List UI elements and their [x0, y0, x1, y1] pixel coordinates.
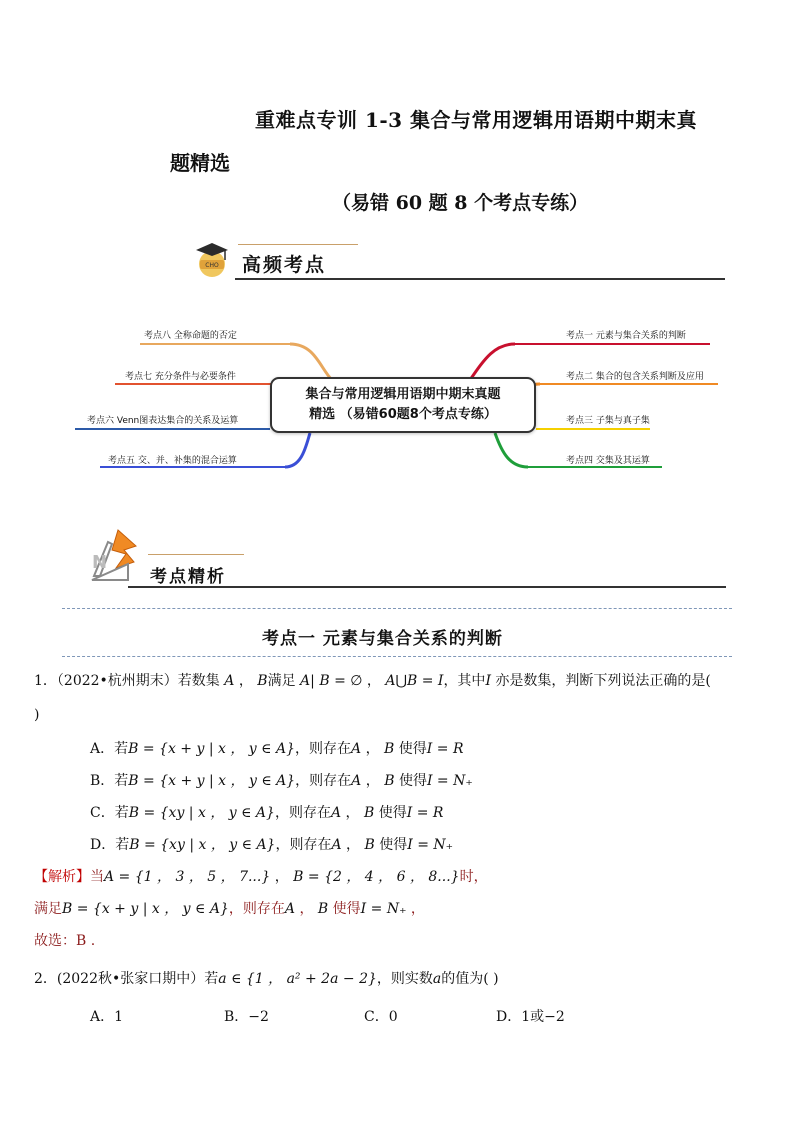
q1-stem-part-3: ，其中 [443, 673, 486, 689]
q1-option-b-set: B = {x + y | x ， y ∈ A} [128, 773, 296, 789]
q1-option-c-exist: ，则存在 [274, 805, 331, 821]
analysis-make: 使得 [332, 901, 361, 917]
question-2-option-d[interactable]: D．1或−2 [496, 1009, 565, 1025]
analysis-satisfy: 满足 [34, 901, 62, 917]
analysis-result: I = N₊ [360, 901, 407, 917]
mind-map-topic-8: 考点八 全称命题的否定 [144, 331, 237, 341]
analysis-exist: ，则存在 [228, 901, 285, 917]
q1-option-c-label: C．若 [90, 805, 129, 821]
q1-option-d-make: 使得 [379, 837, 408, 853]
q1-option-a-exist: ，则存在 [295, 741, 351, 757]
question-1-analysis: 【解析】当A = {1 ， 3 ， 5 ， 7...} ， B = {2 ， 4 ， 6 ， 8...}时， [34, 869, 488, 885]
q2-stem-part-1: 2．(2022秋•张家口期中）若 [34, 971, 219, 987]
question-1-answer: 故选：B . [34, 933, 96, 949]
question-1-stem-end: ) [34, 707, 40, 723]
analysis-tag: 【解析】 [34, 869, 90, 885]
q1-option-c-make: 使得 [378, 805, 407, 821]
question-1-option-c[interactable]: C．若B = {xy | x ， y ∈ A}，则存在A ， B 使得I = R [90, 805, 444, 821]
analysis-set-a: A = {1 ， 3 ， 5 ， 7...} [104, 869, 271, 885]
q2-stem-part-3: 的值为( ) [441, 971, 499, 987]
q1-option-b-label: B．若 [90, 773, 129, 789]
precise-analysis-label: 考点精析 [150, 567, 226, 587]
q1-option-c-result: I = R [406, 805, 444, 821]
high-frequency-label: 高频考点 [242, 254, 327, 276]
question-2-option-a[interactable]: A．1 [90, 1009, 124, 1025]
q1-option-d-label: D．若 [90, 837, 130, 853]
mind-map-topic-1: 考点一 元素与集合关系的判断 [566, 331, 686, 341]
q1-option-a-set: B = {x + y | x ， y ∈ A} [128, 741, 295, 757]
svg-text:CHO: CHO [205, 262, 219, 269]
high-frequency-banner [190, 238, 725, 282]
mind-map-center-line-2: 精选 （易错60题8个考点专练） [309, 407, 497, 422]
svg-text:N: N [92, 552, 108, 573]
mind-map-topic-6: 考点六 Venn图表达集合的关系及运算 [87, 416, 239, 426]
q2-stem-set: a ∈ {1 ， a² + 2a − 2} [218, 971, 377, 987]
divider-top [62, 608, 732, 609]
mind-map-topic-3: 考点三 子集与真子集 [566, 416, 650, 426]
q1-stem-part-2: 满足 [267, 673, 296, 689]
analysis-time: 时， [459, 869, 488, 885]
question-1-option-b[interactable]: B．若B = {x + y | x ， y ∈ A}，则存在A ， B 使得I = N₊ [90, 773, 473, 789]
title-line-1: 重难点专训 1-3 集合与常用逻辑用语期中期末真 [255, 108, 698, 132]
mind-map-topic-5: 考点五 交、并、补集的混合运算 [108, 456, 237, 466]
question-2-option-c[interactable]: C．0 [364, 1009, 398, 1025]
analysis-set-condition: B = {x + y | x ， y ∈ A} [62, 901, 229, 917]
mind-map-topic-7: 考点七 充分条件与必要条件 [125, 372, 236, 382]
mind-map-topic-4: 考点四 交集及其运算 [566, 456, 650, 466]
q1-option-d-exist: ，则存在 [275, 837, 332, 853]
q1-option-b-make: 使得 [398, 773, 427, 789]
precise-analysis-banner [88, 524, 726, 590]
analysis-when: 当 [90, 869, 104, 885]
mind-map-center-node [270, 377, 536, 433]
q1-stem-part-1: 1．（2022•杭州期末）若数集 [34, 673, 220, 689]
q2-stem-part-2: ，则实数 [376, 971, 433, 987]
mind-map-topic-2: 考点二 集合的包含关系判断及应用 [566, 372, 704, 382]
graduate-cap-icon [190, 238, 236, 282]
q1-option-a-make: 使得 [398, 741, 427, 757]
question-2-stem: 2．(2022秋•张家口期中）若a ∈ {1 ， a² + 2a − 2}，则实数a的值为( ) [34, 971, 499, 987]
q1-option-d-set: B = {xy | x ， y ∈ A} [129, 837, 276, 853]
q1-stem-part-4: 亦是数集，判断下列说法正确的是( [495, 673, 711, 689]
divider-bottom [62, 656, 732, 657]
q1-option-d-result: I = N₊ [407, 837, 454, 853]
section-title: 考点一 元素与集合关系的判断 [262, 629, 503, 649]
question-1-stem: 1．（2022•杭州期末）若数集 A ， B满足 A| B = ∅ ， A⋃B = I，其中I 亦是数集，判断下列说法正确的是( [34, 673, 711, 689]
analysis-set-b: B = {2 ， 4 ， 6 ， 8...} [293, 869, 460, 885]
q1-option-a-label: A．若 [90, 741, 129, 757]
mind-map-center-line-1: 集合与常用逻辑用语期中期末真题 [305, 387, 501, 402]
question-1-analysis-line-2: 满足B = {x + y | x ， y ∈ A}，则存在A ， B 使得I = N₊ ， [34, 901, 425, 917]
geometry-tools-icon [88, 524, 148, 586]
q1-option-b-exist: ，则存在 [295, 773, 352, 789]
title-line-2: 题精选 [170, 151, 230, 175]
question-1-option-a[interactable]: A．若B = {x + y | x ， y ∈ A}，则存在A ， B 使得I = R [90, 741, 464, 757]
question-1-option-d[interactable]: D．若B = {xy | x ， y ∈ A}，则存在A ， B 使得I = N₊ [90, 837, 454, 853]
q1-option-a-result: I = R [426, 741, 464, 757]
question-2-option-b[interactable]: B．−2 [224, 1009, 269, 1025]
q1-option-b-result: I = N₊ [426, 773, 473, 789]
title-line-3: （易错 60 题 8 个考点专练） [332, 192, 589, 214]
q1-option-c-set: B = {xy | x ， y ∈ A} [128, 805, 275, 821]
